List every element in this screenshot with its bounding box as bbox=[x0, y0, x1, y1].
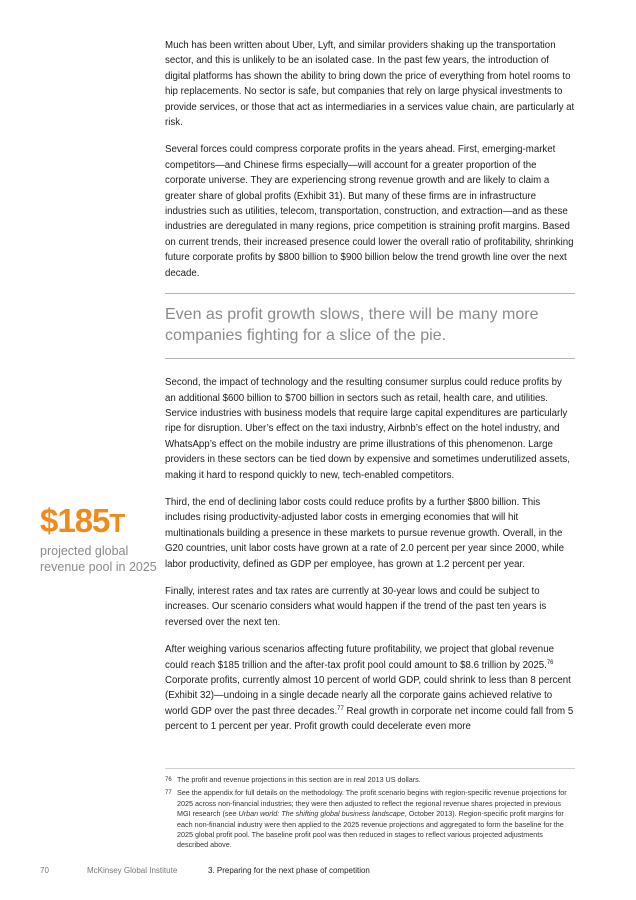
footnote-text-part: See the appendix for full details on the methodology. The profit scenario begins with region-specific revenue projections for 2025 across non-financial industries; they were then adjusted to reflect the regional revenue shares projected in previous MGI research (see bbox=[177, 788, 567, 819]
paragraph-text: Corporate profits, currently almost 10 percent of world GDP, could shrink to less than 8 percent (Exhibit 32)—undoing in a single decade nearly all the corporate gains achieved relative to world GDP over the past three decades. bbox=[165, 675, 571, 717]
stat-value: $185 bbox=[40, 502, 110, 539]
body-paragraph: Several forces could compress corporate profits in the years ahead. First, emerging-market competitors—and Chinese firms especially—will account for a greater proportion of the corporate universe. They are experiencing strong revenue growth and are likely to claim a greater share of global profits (Exhibit 31). But many of these firms are in infrastructure industries such as utilities, telecom, transportation, construction, and extraction—and as these industries are deregulated in many regions, price competition is straining profit margins. Based on current trends, their increased presence could lower the overall ratio of profitability, shrinking future corporate profits by $800 billion to $900 billion below the trend growth line over the next decade. bbox=[165, 144, 574, 279]
footnote-citation-title: Urban world: The shifting global business landscape bbox=[238, 809, 405, 819]
footnote-text-part: , October 2013). Region-specific profit margins for each non-financial industry were then applied to the 2025 revenue projections and aggregated to form the baseline for the 2025 global profit pool. The baseline profit pool was then reduced in stages to reflect various projected adjustments described above. bbox=[177, 809, 564, 850]
footnotes bbox=[165, 768, 575, 854]
stat-callout bbox=[40, 503, 158, 575]
footnote-text: The profit and revenue projections in this section are in real 2013 US dollars. bbox=[177, 775, 421, 784]
footnote bbox=[165, 775, 575, 785]
body-paragraph: Finally, interest rates and tax rates are currently at 30-year lows and could be subject to increases. Our scenario considers what would happen if the trend of the past ten years is reversed over the next ten. bbox=[165, 585, 547, 628]
footnote-ref[interactable]: 77 bbox=[337, 705, 344, 712]
stat-unit: T bbox=[109, 508, 125, 538]
paragraph-text: After weighing various scenarios affecting future profitability, we project that global revenue could reach $185 trillion and the after-tax profit pool could amount to $8.6 trillion by 2025. bbox=[165, 644, 554, 671]
footnote bbox=[165, 788, 575, 850]
footnote-number: 77 bbox=[165, 790, 172, 797]
footnote-text bbox=[177, 788, 575, 850]
body-paragraph: Third, the end of declining labor costs could reduce profits by a further $800 billion. This includes rising productivity-adjusted labor costs in emerging economies that will hit multinationals building a presence in these markets to pursue revenue growth. Overall, in the G20 countries, unit labor costs have grown at a rate of 2.0 percent per year since 2000, while labor productivity, defined as GDP per employee, has grown at 1.2 percent per year. bbox=[165, 496, 565, 570]
stat-description: projected global revenue pool in 2025 bbox=[40, 544, 157, 574]
stat-number bbox=[40, 503, 158, 541]
footnote-ref[interactable]: 76 bbox=[546, 659, 554, 666]
main-column bbox=[165, 38, 575, 747]
paragraph-text: Real growth in corporate net income could fall from 5 percent to 1 percent per year. Profit growth could decelerate even more bbox=[165, 705, 574, 733]
body-paragraph: Second, the impact of technology and the resulting consumer surplus could reduce profits by an additional $600 billion to $700 billion in sectors such as retail, health care, and utilities. Service industries with business models that require large capital expenditures are particularly ripe for disruption. Uber’s effect on the taxi industry, Airbnb’s effect on the hotel industry, and WhatsApp’s effect on the mobile industry are prime illustrations of this phenomenon. Large providers in these sectors can be tied down by expensive and sometimes underutilized assets, making it hard to respond quickly to new, tech-enabled competitors. bbox=[165, 377, 570, 481]
body-paragraph bbox=[165, 642, 575, 734]
pull-quote: Even as profit growth slows, there will be many more companies fighting for a slice of the pie. bbox=[165, 293, 575, 359]
body-paragraph: Much has been written about Uber, Lyft, and similar providers shaking up the transportation sector, and this is unlikely to be an isolated case. In the past few years, the introduction of digital platforms has shown the ability to bring down the price of everything from hotel rooms to hip replacements. No sector is safe, but companies that rely on large physical investments to provide services, or those that act as intermediaries in a services value chain, are particularly at risk. bbox=[165, 40, 575, 129]
footer-organization: McKinsey Global Institute bbox=[87, 866, 178, 875]
page-number: 70 bbox=[40, 866, 49, 875]
footnote-number: 76 bbox=[165, 777, 172, 783]
footer-chapter: 3. Preparing for the next phase of competition bbox=[208, 866, 370, 875]
